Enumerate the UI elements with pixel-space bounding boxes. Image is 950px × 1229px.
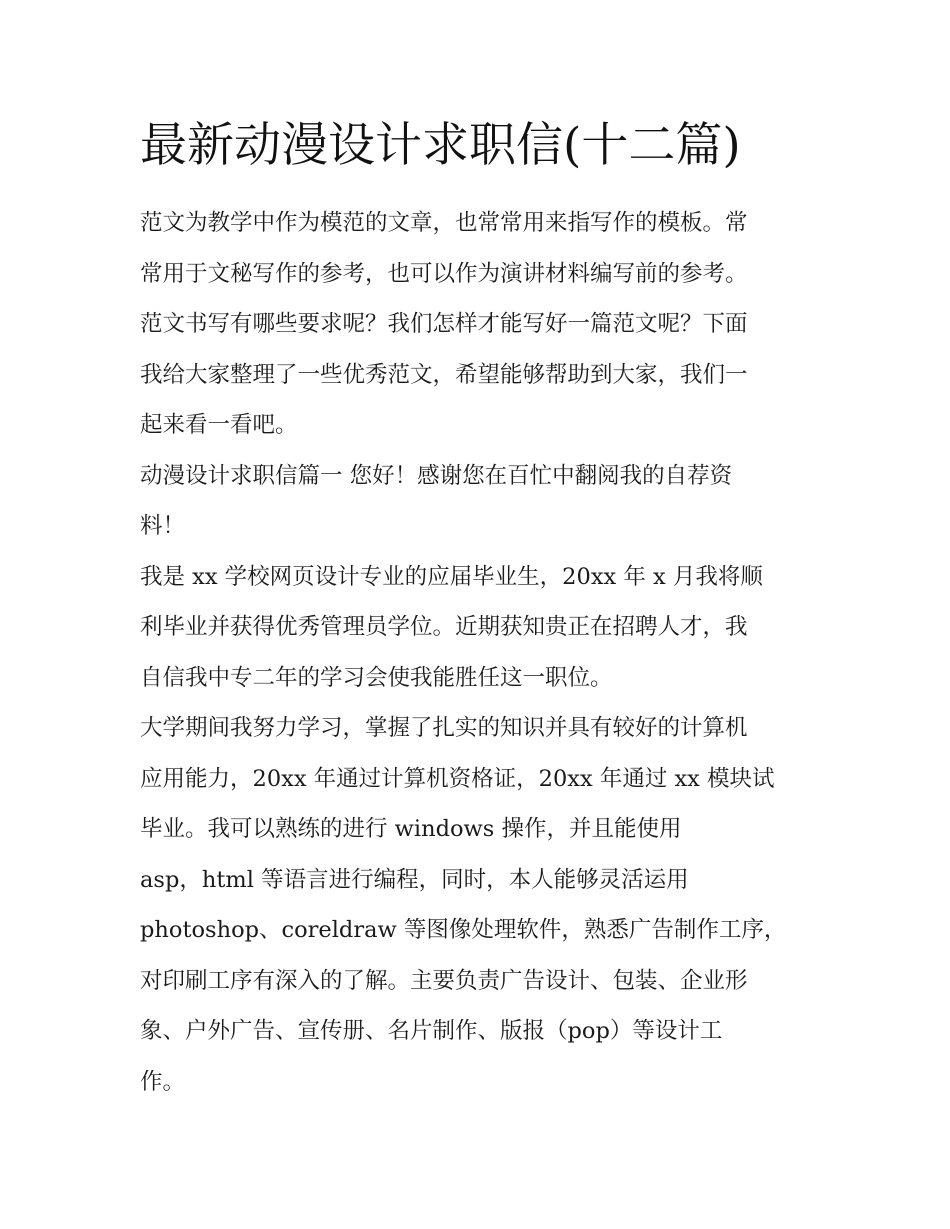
body-line: 我是 xx 学校网页设计专业的应届毕业生，20xx 年 x 月我将顺 <box>140 563 763 590</box>
body-line: 我给大家整理了一些优秀范文，希望能够帮助到大家，我们一 <box>140 361 748 388</box>
body-line: 象、户外广告、宣传册、名片制作、版报（pop）等设计工 <box>140 1018 723 1044</box>
body-line: 毕业。我可以熟练的进行 windows 操作，并且能使用 <box>140 816 682 842</box>
document-title: 最新动漫设计求职信(十二篇) <box>140 118 741 173</box>
body-line: 作。 <box>140 1068 186 1095</box>
body-line: 范文书写有哪些要求呢？我们怎样才能写好一篇范文呢？下面 <box>140 311 748 337</box>
body-line: photoshop、coreldraw 等图像处理软件，熟悉广告制作工序， <box>140 917 787 943</box>
body-line: 料！ <box>140 513 186 539</box>
document-body <box>140 198 830 1107</box>
body-line: 起来看一看吧。 <box>140 412 298 438</box>
body-line: asp，html 等语言进行编程，同时，本人能够灵活运用 <box>140 866 689 893</box>
body-line: 动漫设计求职信篇一 您好！感谢您在百忙中翻阅我的自荐资 <box>140 462 733 489</box>
body-line: 利毕业并获得优秀管理员学位。近期获知贵正在招聘人才，我 <box>140 614 748 640</box>
body-line: 大学期间我努力学习，掌握了扎实的知识并具有较好的计算机 <box>140 715 748 741</box>
body-line: 应用能力，20xx 年通过计算机资格证，20xx 年通过 xx 模块试 <box>140 765 775 792</box>
body-line: 自信我中专二年的学习会使我能胜任这一职位。 <box>140 664 613 691</box>
body-line: 范文为教学中作为模范的文章，也常常用来指写作的模板。常 <box>140 210 748 236</box>
body-line: 常用于文秘写作的参考，也可以作为演讲材料编写前的参考。 <box>140 260 748 287</box>
body-line: 对印刷工序有深入的了解。主要负责广告设计、包装、企业形 <box>140 967 748 994</box>
